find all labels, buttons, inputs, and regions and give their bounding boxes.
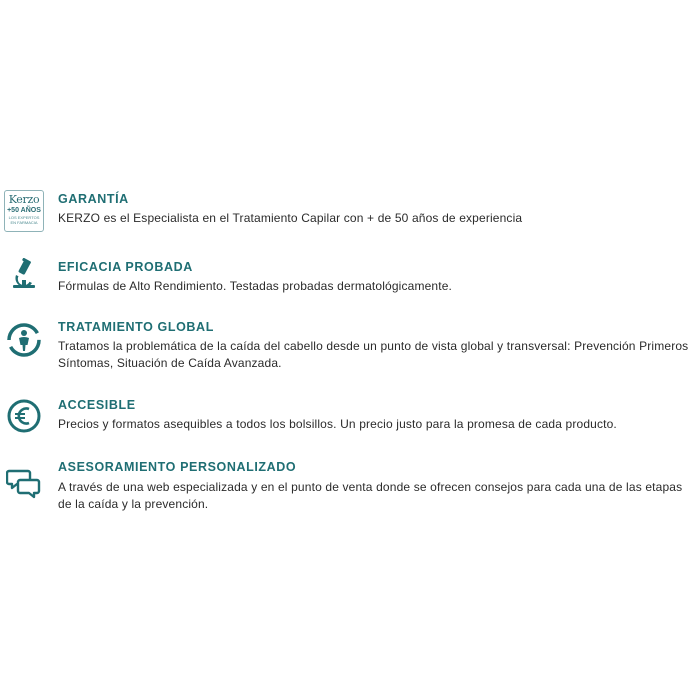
feature-description: Tratamos la problemática de la caída del cabello desde un punto de vista global y transversal: Prevención Primeros Síntomas, Situación de Caída Avanzada. <box>58 339 689 370</box>
feature-title: ACCESIBLE <box>58 398 136 412</box>
kerzo-badge-brand: Kerzo <box>8 193 40 206</box>
feature-title: EFICACIA PROBADA <box>58 260 193 274</box>
global-treatment-icon <box>6 322 42 358</box>
feature-title: GARANTÍA <box>58 192 129 206</box>
feature-description: A través de una web especializada y en el punto de venta donde se ofrecen consejos para cada una de las etapas de la caída y la prevención. <box>58 480 683 511</box>
kerzo-badge-icon <box>4 190 44 232</box>
euro-icon <box>6 398 42 434</box>
feature-title: ASESORAMIENTO PERSONALIZADO <box>58 460 297 474</box>
feature-title: TRATAMIENTO GLOBAL <box>58 320 214 334</box>
feature-description: Fórmulas de Alto Rendimiento. Testadas probadas dermatológicamente. <box>58 279 453 293</box>
kerzo-badge-subtitle: LOS EXPERTOS EN FARMACIA <box>8 215 40 225</box>
feature-description: Precios y formatos asequibles a todos los bolsillos. Un precio justo para la promesa de cada producto. <box>58 417 617 431</box>
chat-bubbles-icon <box>6 466 42 502</box>
feature-description: KERZO es el Especialista en el Tratamiento Capilar con + de 50 años de experiencia <box>58 211 523 225</box>
microscope-icon <box>6 258 42 294</box>
kerzo-badge-years: +50 AÑOS <box>7 207 41 214</box>
